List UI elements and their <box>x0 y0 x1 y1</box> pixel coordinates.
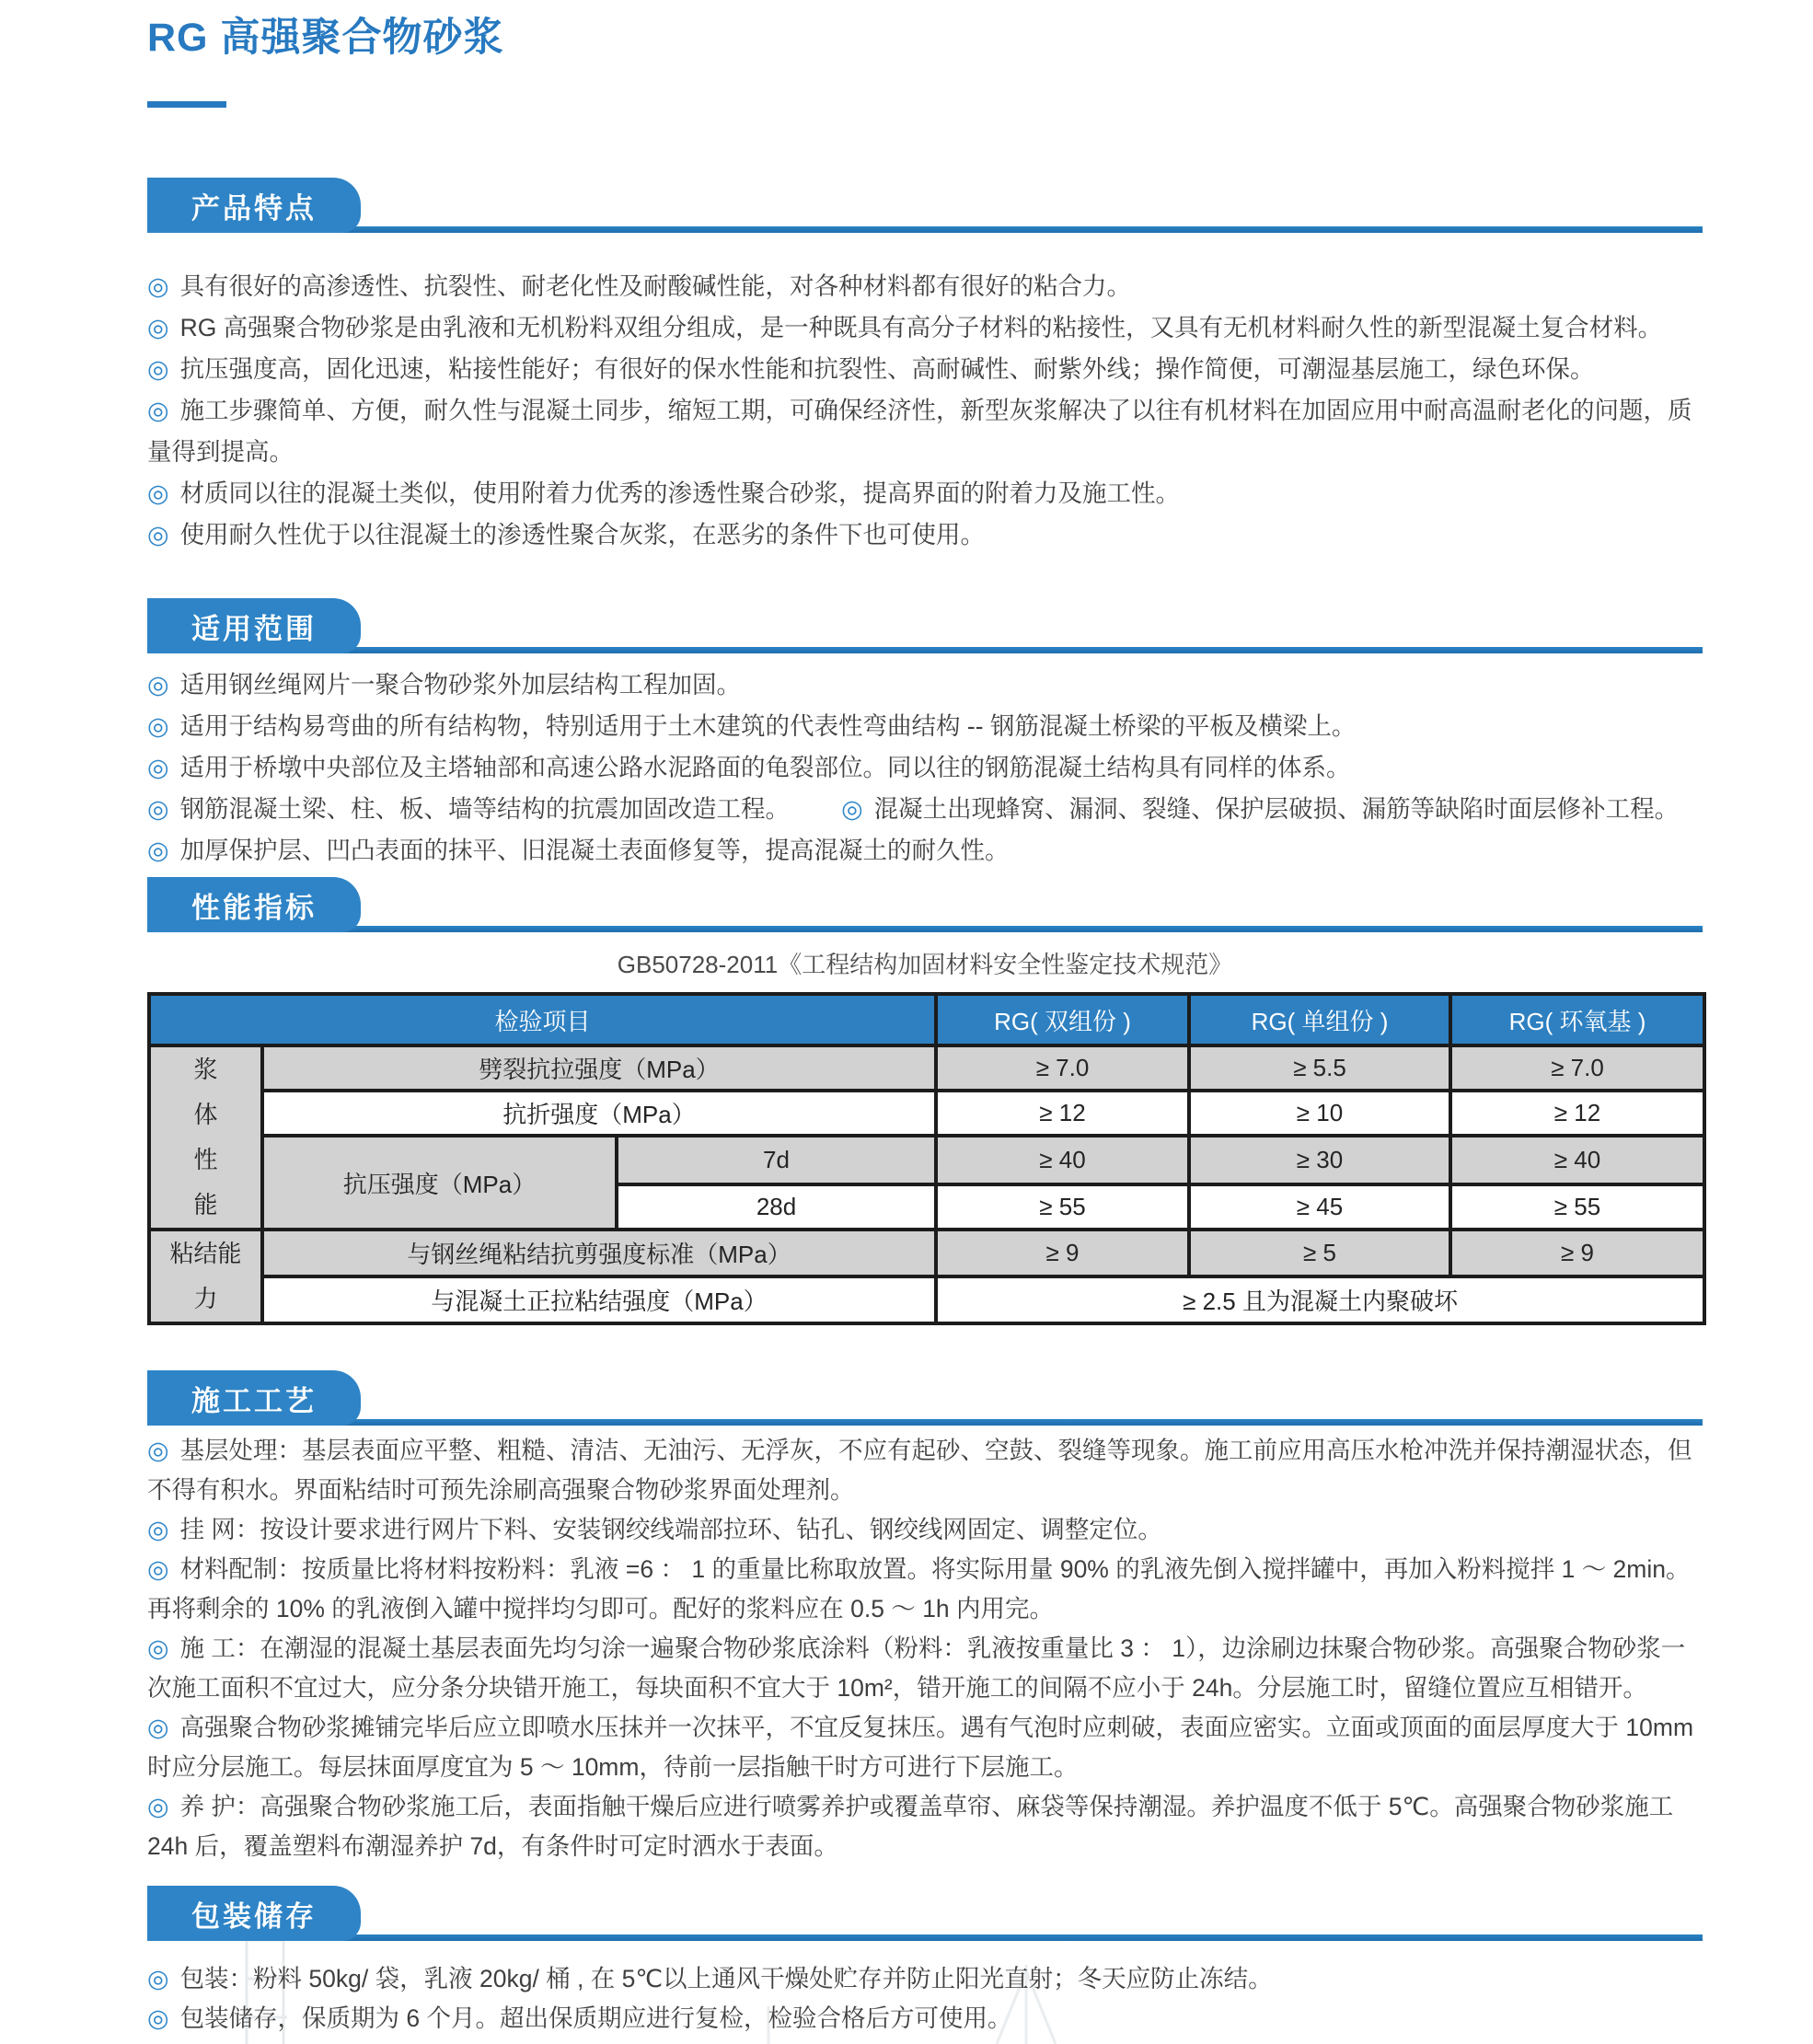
cell-name: 抗折强度（MPa） <box>262 1091 936 1136</box>
cell-value: ≥ 5.5 <box>1189 1045 1450 1091</box>
table-caption: GB50728-2011《工程结构加固材料安全性鉴定技术规范》 <box>617 951 1233 978</box>
cell-value: ≥ 40 <box>936 1136 1189 1184</box>
list-item <box>147 706 1703 747</box>
list-item-text: 钢筋混凝土梁、柱、板、墙等结构的抗震加固改造工程。 <box>179 795 791 823</box>
cell-age: 28d <box>617 1184 936 1230</box>
list-item-text: 适用于结构易弯曲的所有结构物，特别适用于土木建筑的代表性弯曲结构 -- 钢筋混凝土桥梁的平板及横梁上。 <box>179 712 1357 740</box>
list-item-text: 高强聚合物砂浆摊铺完毕后应立即喷水压抹并一次抹平，不宜反复抹压。遇有气泡时应刺破，表面应密实。立面或顶面的面层厚度大于 10mm 时应分层施工。每层抹面厚度宜为 5 ～ 10mm，待前一层指触干时方可进行下层施工。 <box>147 1714 1694 1781</box>
table-header-row <box>149 994 1704 1045</box>
list-item <box>147 830 1703 872</box>
list-item-text: 加厚保护层、凹凸表面的抹平、旧混凝土表面修复等，提高混凝土的耐久性。 <box>179 837 1010 864</box>
list-item-text: 施工步骤简单、方便，耐久性与混凝土同步，缩短工期，可确保经济性，新型灰浆解决了以往有机材料在加固应用中耐高温耐老化的问题，质量得到提高。 <box>147 397 1692 466</box>
cell-value: ≥ 55 <box>936 1184 1189 1230</box>
list-item <box>147 473 1703 514</box>
bullet-icon: ◎ <box>147 314 169 341</box>
bullet-icon: ◎ <box>147 1965 169 1992</box>
cell-value: ≥ 5 <box>1189 1230 1450 1276</box>
section-header-scope <box>147 598 1703 653</box>
col-header-rg1: RG( 单组份 ) <box>1189 994 1450 1045</box>
bullet-icon: ◎ <box>147 837 169 864</box>
cell-value: ≥ 10 <box>1189 1091 1450 1136</box>
bullet-icon: ◎ <box>147 1516 169 1543</box>
row-group-bond <box>149 1230 262 1323</box>
performance-table <box>147 992 1706 1325</box>
section-badge-scope: 适用范围 <box>147 598 361 653</box>
list-item <box>147 1431 1703 1510</box>
bullet-icon: ◎ <box>147 1437 169 1464</box>
cell-value-span: ≥ 2.5 且为混凝土内聚破坏 <box>936 1276 1704 1323</box>
list-item <box>147 266 1703 307</box>
list-item <box>147 1510 1703 1550</box>
list-item <box>147 664 1703 706</box>
cell-value: ≥ 30 <box>1189 1136 1450 1184</box>
cell-name: 与混凝土正拉粘结强度（MPa） <box>262 1276 936 1323</box>
process-list <box>147 1431 1703 1866</box>
col-header-item: 检验项目 <box>149 994 936 1045</box>
list-item-text: 挂 网：按设计要求进行网片下料、安装钢绞线端部拉环、钻孔、钢绞线网固定、调整定位。 <box>179 1516 1162 1543</box>
list-item-text: 具有很好的高渗透性、抗裂性、耐老化性及耐酸碱性能，对各种材料都有很好的粘合力。 <box>179 272 1132 300</box>
list-item <box>147 1708 1703 1787</box>
list-item-text: 适用于桥墩中央部位及主塔轴部和高速公路水泥路面的龟裂部位。同以往的钢筋混凝土结构具有同样的体系。 <box>179 754 1351 781</box>
table-row <box>149 1230 1704 1276</box>
list-item <box>147 747 1703 789</box>
list-item-text: 抗压强度高，固化迅速，粘接性能好；有很好的保水性能和抗裂性、高耐碱性、耐紫外线；操作简便，可潮湿基层施工，绿色环保。 <box>179 355 1595 383</box>
list-item-text: 混凝土出现蜂窝、漏洞、裂缝、保护层破损、漏筋等缺陷时面层修补工程。 <box>873 795 1680 823</box>
bullet-icon: ◎ <box>147 355 169 383</box>
table-row <box>149 1091 1704 1136</box>
section-rule <box>147 647 1703 653</box>
list-item <box>147 1550 1703 1629</box>
list-item <box>147 1787 1703 1866</box>
col-header-rg2: RG( 双组份 ) <box>936 994 1189 1045</box>
list-item-text: 使用耐久性优于以往混凝土的渗透性聚合灰浆，在恶劣的条件下也可使用。 <box>179 521 986 549</box>
section-header-performance <box>147 877 1703 932</box>
section-badge-features: 产品特点 <box>147 178 361 233</box>
bullet-icon: ◎ <box>147 1555 169 1583</box>
document <box>147 0 1703 2038</box>
page-title: RG 高强聚合物砂浆 <box>147 16 504 60</box>
row-group-label: 浆体性能 <box>193 1056 218 1218</box>
list-item <box>147 1629 1703 1708</box>
list-item-text: RG 高强聚合物砂浆是由乳液和无机粉料双组分组成，是一种既具有高分子材料的粘接性，又具有无机材料耐久性的新型混凝土复合材料。 <box>179 314 1663 341</box>
list-item-text: 包装储存，保质期为 6 个月。超出保质期应进行复检，检验合格后方可使用。 <box>179 2004 1012 2032</box>
bullet-icon: ◎ <box>147 2004 169 2032</box>
bullet-icon: ◎ <box>147 712 169 740</box>
cell-name: 劈裂抗拉强度（MPa） <box>262 1045 936 1091</box>
cell-value: ≥ 9 <box>1450 1230 1704 1276</box>
section-rule <box>147 226 1703 233</box>
list-item-text: 适用钢丝绳网片一聚合物砂浆外加层结构工程加固。 <box>179 671 742 699</box>
list-item-text: 包装：粉料 50kg/ 袋，乳液 20kg/ 桶 , 在 5℃以上通风干燥处贮存并防止阳光直射；冬天应防止冻结。 <box>179 1965 1273 1992</box>
bullet-icon: ◎ <box>147 1634 169 1662</box>
bullet-icon: ◎ <box>147 1793 169 1820</box>
table-row <box>149 1276 1704 1323</box>
list-item-double <box>147 789 1703 830</box>
section-rule <box>147 926 1703 932</box>
title-underline <box>147 101 226 108</box>
row-group-slurry <box>149 1045 262 1230</box>
cell-value: ≥ 45 <box>1189 1184 1450 1230</box>
table-row <box>149 1136 1704 1184</box>
features-list <box>147 266 1703 556</box>
bullet-icon: ◎ <box>147 521 169 549</box>
bullet-icon: ◎ <box>147 754 169 781</box>
list-item <box>147 349 1703 390</box>
bullet-icon: ◎ <box>147 479 169 507</box>
cell-value: ≥ 9 <box>936 1230 1189 1276</box>
bullet-icon: ◎ <box>147 1714 169 1741</box>
cell-value: ≥ 7.0 <box>1450 1045 1704 1091</box>
bullet-icon: ◎ <box>147 795 169 823</box>
bullet-icon: ◎ <box>147 671 169 699</box>
list-item <box>147 390 1703 473</box>
section-badge-storage: 包装储存 <box>147 1886 361 1941</box>
list-item-text: 养 护：高强聚合物砂浆施工后，表面指触干燥后应进行喷雾养护或覆盖草帘、麻袋等保持潮湿。养护温度不低于 5℃。高强聚合物砂浆施工 24h 后，覆盖塑料布潮湿养护 7d，有条件时可定时洒水于表面。 <box>147 1793 1674 1860</box>
section-header-features <box>147 178 1703 233</box>
table-row <box>149 1045 1704 1091</box>
section-badge-process: 施工工艺 <box>147 1370 361 1426</box>
bullet-icon: ◎ <box>147 272 169 300</box>
col-header-rge: RG( 环氧基 ) <box>1450 994 1704 1045</box>
list-item <box>147 514 1703 556</box>
list-item-text: 材料配制：按质量比将材料按粉料：乳液 =6 ： 1 的重量比称取放置。将实际用量 90% 的乳液先倒入搅拌罐中，再加入粉料搅拌 1 ～ 2min。再将剩余的 10% 的乳液倒入罐中搅拌均匀即可。配好的浆料应在 0.5 ～ 1h 内用完。 <box>147 1555 1691 1622</box>
list-item-text: 施 工：在潮湿的混凝土基层表面先均匀涂一遍聚合物砂浆底涂料（粉料：乳液按重量比 3 ： 1），边涂刷边抹聚合物砂浆。高强聚合物砂浆一次施工面积不宜过大，应分条分块错开施工，每块面积不宜大于 10m²，错开施工的间隔不应小于 24h。分层施工时，留缝位置应互相错开。 <box>147 1634 1686 1702</box>
bullet-icon: ◎ <box>841 795 863 823</box>
section-header-process <box>147 1370 1703 1426</box>
section-header-storage <box>147 1886 1703 1941</box>
cell-name-compressive: 抗压强度（MPa） <box>262 1136 617 1230</box>
section-badge-performance: 性能指标 <box>147 877 361 932</box>
list-item-text: 基层处理：基层表面应平整、粗糙、清洁、无油污、无浮灰，不应有起砂、空鼓、裂缝等现象。施工前应用高压水枪冲洗并保持潮湿状态，但不得有积水。界面粘结时可预先涂刷高强聚合物砂浆界面处理剂。 <box>147 1437 1692 1504</box>
storage-list <box>147 1959 1703 2038</box>
cell-name: 与钢丝绳粘结抗剪强度标准（MPa） <box>262 1230 936 1276</box>
cell-value: ≥ 40 <box>1450 1136 1704 1184</box>
cell-value: ≥ 55 <box>1450 1184 1704 1230</box>
section-rule <box>147 1419 1703 1426</box>
list-item <box>147 307 1703 349</box>
cell-age: 7d <box>617 1136 936 1184</box>
list-item-text: 材质同以往的混凝土类似，使用附着力优秀的渗透性聚合砂浆，提高界面的附着力及施工性。 <box>179 479 1181 507</box>
list-item <box>147 1999 1703 2038</box>
row-group-label: 粘结能力 <box>169 1240 242 1312</box>
list-item <box>147 1959 1703 1999</box>
section-rule <box>147 1934 1703 1941</box>
scope-list <box>147 664 1703 872</box>
bullet-icon: ◎ <box>147 397 169 424</box>
cell-value: ≥ 12 <box>1450 1091 1704 1136</box>
cell-value: ≥ 12 <box>936 1091 1189 1136</box>
cell-value: ≥ 7.0 <box>936 1045 1189 1091</box>
